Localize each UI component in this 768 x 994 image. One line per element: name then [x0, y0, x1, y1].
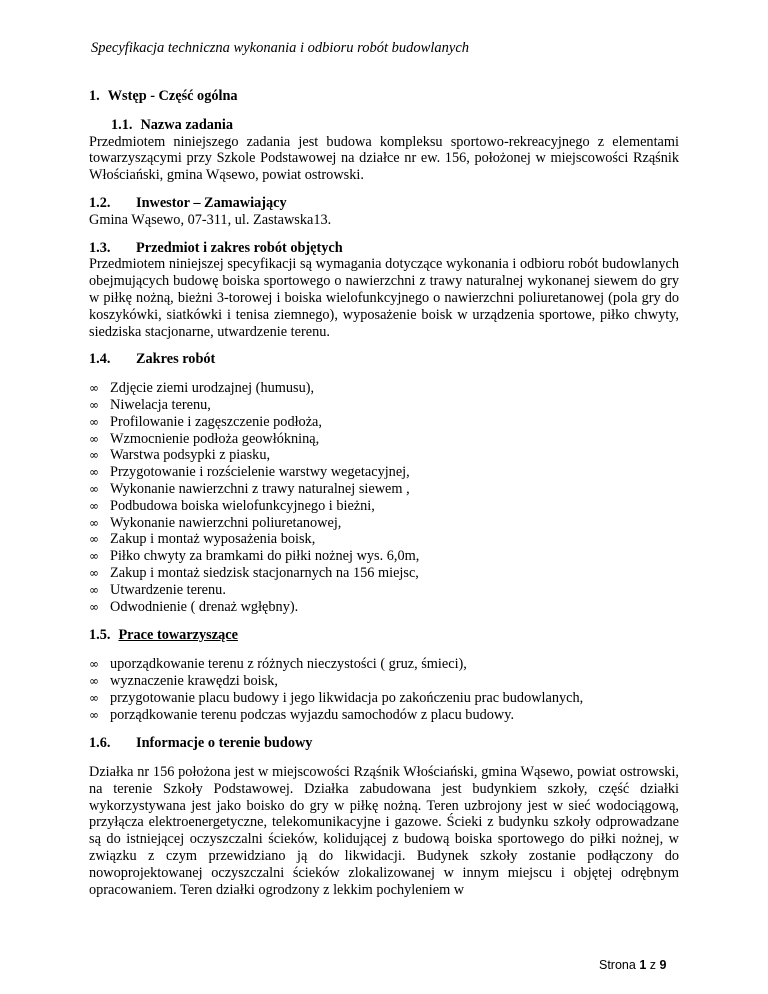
list-item: ∞ Niwelacja terenu,: [89, 396, 211, 413]
footer-page-total: 9: [659, 958, 667, 972]
infinity-bullet-icon: ∞: [89, 465, 99, 480]
infinity-bullet-icon: ∞: [89, 707, 99, 722]
section-1-2-text: Gmina Wąsewo, 07-311, ul. Zastawska13.: [89, 211, 332, 228]
list-item: ∞ Odwodnienie ( drenaż wgłębny).: [89, 598, 299, 615]
accompanying-works-list: [89, 656, 679, 723]
list-item: ∞ wyznaczenie krawędzi boisk,: [89, 672, 278, 689]
list-item: ∞ Utwardzenie terenu.: [89, 581, 226, 598]
section-number: 1.2.: [89, 194, 111, 211]
infinity-bullet-icon: ∞: [89, 582, 99, 597]
infinity-bullet-icon: ∞: [89, 515, 99, 530]
list-item: ∞ Piłko chwyty za bramkami do piłki nożnej wys. 6,0m,: [89, 548, 420, 565]
section-number: 1.4.: [89, 351, 111, 368]
infinity-bullet-icon: ∞: [89, 565, 99, 580]
list-item: ∞ porządkowanie terenu podczas wyjazdu samochodów z placu budowy.: [89, 706, 515, 723]
section-title: Wstęp - Część ogólna: [107, 88, 238, 104]
infinity-bullet-icon: ∞: [89, 431, 99, 446]
section-1-5-heading: [89, 627, 679, 644]
section-number: 1.3.: [89, 239, 111, 256]
running-header: Specyfikacja techniczna wykonania i odbioru robót budowlanych: [91, 40, 469, 56]
section-1-6-text: Działka nr 156 położona jest w miejscowości Rząśnik Włościański, gmina Wąsewo, powiat ostrowski, na terenie Szkoły Podstawowej. Działka zabudowana jest budynkiem szkoły, część działki wykorzystywana jest jako boisko do gry w piłkę nożną. Teren uzbrojony jest w sieć wodociągową, przyłącza elektroenergetyczne, telekomunikacyjne i gazowe. Ścieki z budynku szkoły odprowadzane są do istniejącej oczyszczalni ścieków, kolidującej z budową boiska sportowego do piłki nożnej, w związku z czym przewidziano ją do likwidacji. Budynek szkoły zostanie podłączony do nowoprojektowanej oczyszczalni ścieków zlokalizowanej w innym miejscu i objętej odrębnym opracowaniem. Teren działki ogrodzony z lekkim pochyleniem w: [89, 764, 679, 898]
infinity-bullet-icon: ∞: [89, 657, 99, 672]
footer-separator: z: [649, 958, 657, 972]
list-item: ∞ przygotowanie placu budowy i jego likwidacja po zakończeniu prac budowlanych,: [89, 689, 584, 706]
infinity-bullet-icon: ∞: [89, 381, 99, 396]
section-1-2-heading: [89, 195, 679, 212]
section-number: 1.5.: [89, 627, 111, 644]
section-title: Nazwa zadania: [140, 116, 233, 133]
infinity-bullet-icon: ∞: [89, 599, 99, 614]
list-item: ∞ Wzmocnienie podłoża geowłókniną,: [89, 430, 320, 447]
infinity-bullet-icon: ∞: [89, 690, 99, 705]
section-1-6-heading: [89, 735, 679, 752]
section-number: 1.1.: [111, 116, 133, 133]
infinity-bullet-icon: ∞: [89, 414, 99, 429]
footer-prefix: Strona: [599, 958, 636, 972]
infinity-bullet-icon: ∞: [89, 448, 99, 463]
infinity-bullet-icon: ∞: [89, 549, 99, 564]
section-1-1-heading: [111, 117, 679, 134]
list-item: ∞ uporządkowanie terenu z różnych nieczystości ( gruz, śmieci),: [89, 656, 467, 673]
section-title: Prace towarzyszące: [118, 627, 238, 644]
section-title: Informacje o terenie budowy: [136, 735, 313, 752]
infinity-bullet-icon: ∞: [89, 498, 99, 513]
section-1-heading: [89, 88, 679, 105]
list-item: ∞ Zakup i montaż siedzisk stacjonarnych na 156 miejsc,: [89, 564, 419, 581]
list-item: ∞ Warstwa podsypki z piasku,: [89, 447, 271, 464]
infinity-bullet-icon: ∞: [89, 481, 99, 496]
section-title: Inwestor – Zamawiający: [136, 194, 287, 211]
section-1-4-heading: [89, 351, 679, 368]
scope-of-works-list: [89, 380, 679, 615]
list-item: ∞ Wykonanie nawierzchni poliuretanowej,: [89, 514, 342, 531]
list-item: ∞ Przygotowanie i rozścielenie warstwy wegetacyjnej,: [89, 464, 410, 481]
infinity-bullet-icon: ∞: [89, 673, 99, 688]
list-item: ∞ Podbudowa boiska wielofunkcyjnego i bieżni,: [89, 497, 375, 514]
list-item: ∞ Zakup i montaż wyposażenia boisk,: [89, 531, 316, 548]
list-item: ∞ Profilowanie i zagęszczenie podłoża,: [89, 413, 322, 430]
section-title: Zakres robót: [136, 351, 216, 368]
list-item: ∞ Zdjęcie ziemi urodzajnej (humusu),: [89, 380, 315, 397]
section-number: 1.6.: [89, 735, 111, 752]
section-title: Przedmiot i zakres robót objętych: [136, 239, 343, 256]
section-1-1-text: Przedmiotem niniejszego zadania jest budowa kompleksu sportowo-rekreacyjnego z elementami towarzyszącymi przy Szkole Podstawowej na działce nr ew. 156, położonej w miejscowości Rząśnik Włościański, gmina Wąsewo, powiat ostrowski.: [89, 133, 679, 184]
infinity-bullet-icon: ∞: [89, 397, 99, 412]
section-number: 1.: [89, 88, 100, 104]
list-item: ∞ Wykonanie nawierzchni z trawy naturalnej siewem ,: [89, 480, 410, 497]
footer-page-number: 1: [639, 958, 647, 972]
page-footer: [599, 958, 666, 972]
section-1-3-text: Przedmiotem niniejszej specyfikacji są wymagania dotyczące wykonania i odbioru robót budowlanych obejmujących budowę boiska sportowego o nawierzchni z trawy naturalnej wykonanej siewem do gry w piłkę nożną, bieżni 3-torowej i boiska wielofunkcyjnego o nawierzchni poliuretanowej (pola gry do koszykówki, siatkówki i tenisa ziemnego), wyposażenie boisk w urządzenia sportowe, piłko chwyty, siedziska stacjonarne, utwardzenie terenu.: [89, 256, 679, 340]
document-body: [89, 78, 679, 898]
section-1-3-heading: [89, 240, 679, 257]
infinity-bullet-icon: ∞: [89, 532, 99, 547]
